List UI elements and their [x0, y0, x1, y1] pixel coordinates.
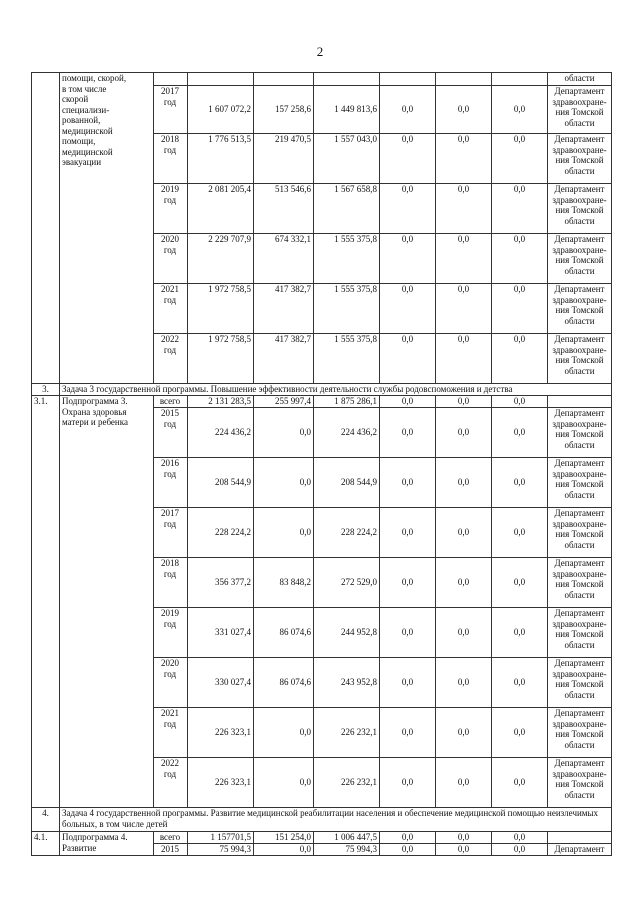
- department-cell: Департамент здравоохране-ния Томской области: [548, 334, 612, 384]
- department-cell: [548, 832, 612, 844]
- amount-reg: 243 952,8: [314, 658, 380, 708]
- amount-fed: 417 382,7: [254, 284, 314, 334]
- page-number: 2: [316, 44, 324, 59]
- department-cell: Департамент здравоохране-ния Томской области: [548, 284, 612, 334]
- amount-total: 2 131 283,5: [188, 396, 254, 408]
- amount-reg: 1 449 813,6: [314, 86, 380, 134]
- amount-total: 1 972 758,5: [188, 284, 254, 334]
- name-line: скорой: [62, 94, 89, 104]
- amount-fed: 157 258,6: [254, 86, 314, 134]
- year-label: 2019 год: [161, 184, 179, 205]
- department-cell: Департамент здравоохране-ния Томской области: [548, 708, 612, 758]
- amount-fed: 86 074,6: [254, 608, 314, 658]
- year-cell: [154, 334, 188, 384]
- amount-m: 0,0: [380, 184, 436, 234]
- amount-m: 0,0: [380, 234, 436, 284]
- amount-b: 0,0: [436, 284, 492, 334]
- amount-m: 0,0: [380, 844, 436, 856]
- amount-m: 0,0: [380, 608, 436, 658]
- year-cell: [154, 658, 188, 708]
- year-cell: всего: [154, 396, 188, 408]
- year-label: 2016 год: [161, 458, 179, 479]
- department-cell: Департамент здравоохране-ния Томской области: [548, 758, 612, 808]
- amount-reg: 244 952,8: [314, 608, 380, 658]
- task-heading: Задача 3 государственной программы. Повышение эффективности деятельности службы родовспоможения и детства: [60, 384, 612, 396]
- department-cell: Департамент здравоохране-ния Томской области: [548, 408, 612, 458]
- amount-b: 0,0: [436, 458, 492, 508]
- row-number: [32, 73, 60, 384]
- amount-reg: 228 224,2: [314, 508, 380, 558]
- amount-fed: 219 470,5: [254, 134, 314, 184]
- amount-reg: 1 557 043,0: [314, 134, 380, 184]
- name-line: медицинской: [62, 125, 113, 136]
- department-cell: Департамент здравоохране-ния Томской области: [548, 558, 612, 608]
- amount-m: 0,0: [380, 408, 436, 458]
- amount-total: 331 027,4: [188, 608, 254, 658]
- amount-o: 0,0: [492, 608, 548, 658]
- amount-b: 0,0: [436, 832, 492, 844]
- department-cell: Департамент здравоохране-ния Томской области: [548, 508, 612, 558]
- amount-b: 0,0: [436, 184, 492, 234]
- amount-total: 1 157701,5: [188, 832, 254, 844]
- amount-fed: 83 848,2: [254, 558, 314, 608]
- department-cell: Департамент здравоохране-ния Томской области: [548, 658, 612, 708]
- amount-fed: 0,0: [254, 458, 314, 508]
- name-line: Подпрограмма 4.: [62, 832, 128, 842]
- year-cell: [154, 184, 188, 234]
- year-label: 2020 год: [161, 658, 179, 679]
- year-cell: [154, 134, 188, 184]
- program-funding-table: [31, 72, 612, 856]
- year-label: 2020 год: [161, 234, 179, 255]
- amount-total: 1 607 072,2: [188, 86, 254, 134]
- amount-reg: 1 875 286,1: [314, 396, 380, 408]
- task-heading: Задача 4 государственной программы. Развитие медицинской реабилитации населения и обеспечение медицинской помощью неизлечимых больных, в том числе детей: [60, 808, 612, 832]
- empty-cell: [380, 73, 436, 86]
- amount-b: 0,0: [436, 558, 492, 608]
- amount-b: 0,0: [436, 658, 492, 708]
- year-cell: всего: [154, 832, 188, 844]
- amount-m: 0,0: [380, 284, 436, 334]
- row-number: 4.1.: [32, 832, 60, 856]
- department-cell: Департамент здравоохране-ния Томской области: [548, 86, 612, 134]
- subprogram-name: [60, 832, 154, 856]
- amount-o: 0,0: [492, 184, 548, 234]
- amount-m: 0,0: [380, 832, 436, 844]
- year-label: 2022 год: [161, 758, 179, 779]
- year-label: 2018 год: [161, 558, 179, 579]
- subprogram-name: [60, 73, 154, 384]
- year-cell: [154, 558, 188, 608]
- amount-reg: 1 555 375,8: [314, 234, 380, 284]
- year-cell: [154, 284, 188, 334]
- name-line: Развитие: [62, 842, 97, 853]
- empty-cell: [188, 73, 254, 86]
- year-cell: [154, 458, 188, 508]
- year-label: 2015 год: [161, 408, 179, 429]
- empty-cell: [254, 73, 314, 86]
- amount-total: 226 323,1: [188, 758, 254, 808]
- amount-m: 0,0: [380, 558, 436, 608]
- name-line: помощи,: [62, 136, 96, 146]
- name-line: медицинской: [62, 146, 113, 157]
- amount-total: 224 436,2: [188, 408, 254, 458]
- amount-o: 0,0: [492, 658, 548, 708]
- amount-b: 0,0: [436, 508, 492, 558]
- task-number: 4.: [32, 808, 60, 832]
- amount-fed: 674 332,1: [254, 234, 314, 284]
- amount-m: 0,0: [380, 758, 436, 808]
- amount-o: 0,0: [492, 134, 548, 184]
- amount-fed: 417 382,7: [254, 334, 314, 384]
- amount-total: 208 544,9: [188, 458, 254, 508]
- name-line: Охрана здоровья: [62, 406, 127, 417]
- amount-fed: 255 997,4: [254, 396, 314, 408]
- department-cell: Департамент здравоохране-ния Томской области: [548, 134, 612, 184]
- name-line: Подпрограмма 3.: [62, 396, 128, 406]
- year-label: 2021 год: [161, 708, 179, 729]
- amount-fed: 513 546,6: [254, 184, 314, 234]
- amount-o: 0,0: [492, 396, 548, 408]
- amount-o: 0,0: [492, 558, 548, 608]
- name-line: рованной,: [62, 115, 101, 125]
- empty-cell: [436, 73, 492, 86]
- amount-reg: 272 529,0: [314, 558, 380, 608]
- subprogram-name: [60, 396, 154, 808]
- year-label: 2018 год: [161, 134, 179, 155]
- amount-fed: 0,0: [254, 844, 314, 856]
- amount-reg: 1 555 375,8: [314, 284, 380, 334]
- department-cell: Департамент здравоохране-ния Томской области: [548, 184, 612, 234]
- name-line: матери и ребенка: [62, 417, 128, 427]
- amount-b: 0,0: [436, 844, 492, 856]
- amount-o: 0,0: [492, 334, 548, 384]
- year-cell: [154, 758, 188, 808]
- amount-m: 0,0: [380, 708, 436, 758]
- amount-reg: 1 006 447,5: [314, 832, 380, 844]
- amount-total: 356 377,2: [188, 558, 254, 608]
- amount-reg: 75 994,3: [314, 844, 380, 856]
- year-cell: [154, 508, 188, 558]
- amount-fed: 0,0: [254, 508, 314, 558]
- task-number: 3.: [32, 384, 60, 396]
- year-label: 2022 год: [161, 334, 179, 355]
- amount-m: 0,0: [380, 334, 436, 384]
- amount-b: 0,0: [436, 334, 492, 384]
- amount-reg: 226 232,1: [314, 758, 380, 808]
- amount-m: 0,0: [380, 396, 436, 408]
- amount-total: 1 776 513,5: [188, 134, 254, 184]
- amount-fed: 151 254,0: [254, 832, 314, 844]
- amount-o: 0,0: [492, 758, 548, 808]
- amount-total: 75 994,3: [188, 844, 254, 856]
- department-cell: Департамент здравоохране-ния Томской области: [548, 608, 612, 658]
- amount-total: 228 224,2: [188, 508, 254, 558]
- amount-m: 0,0: [380, 134, 436, 184]
- empty-cell: [314, 73, 380, 86]
- amount-fed: 86 074,6: [254, 658, 314, 708]
- amount-o: 0,0: [492, 832, 548, 844]
- year-label: 2017 год: [161, 86, 179, 107]
- department-cell: Департамент: [548, 844, 612, 856]
- year-cell: [154, 86, 188, 134]
- row-number: 3.1.: [32, 396, 60, 808]
- amount-m: 0,0: [380, 508, 436, 558]
- department-cell: Департамент здравоохране-ния Томской области: [548, 458, 612, 508]
- amount-total: 1 972 758,5: [188, 334, 254, 384]
- name-line: специализи-: [62, 104, 110, 115]
- amount-b: 0,0: [436, 408, 492, 458]
- year-label: 2017 год: [161, 508, 179, 529]
- amount-o: 0,0: [492, 86, 548, 134]
- amount-o: 0,0: [492, 844, 548, 856]
- amount-total: 2 229 707,9: [188, 234, 254, 284]
- name-line: эвакуации: [62, 157, 102, 167]
- name-line: в том числе: [62, 83, 107, 94]
- amount-total: 330 027,4: [188, 658, 254, 708]
- amount-o: 0,0: [492, 508, 548, 558]
- amount-reg: 1 567 658,8: [314, 184, 380, 234]
- amount-reg: 224 436,2: [314, 408, 380, 458]
- amount-b: 0,0: [436, 608, 492, 658]
- year-label: 2021 год: [161, 284, 179, 305]
- year-cell: [154, 708, 188, 758]
- amount-fed: 0,0: [254, 708, 314, 758]
- amount-o: 0,0: [492, 284, 548, 334]
- year-cell: 2015: [154, 844, 188, 856]
- amount-b: 0,0: [436, 396, 492, 408]
- amount-o: 0,0: [492, 708, 548, 758]
- amount-o: 0,0: [492, 458, 548, 508]
- amount-b: 0,0: [436, 708, 492, 758]
- year-cell: [154, 408, 188, 458]
- year-cell: [154, 234, 188, 284]
- amount-total: 226 323,1: [188, 708, 254, 758]
- amount-m: 0,0: [380, 658, 436, 708]
- amount-fed: 0,0: [254, 408, 314, 458]
- department-cell: области: [548, 73, 612, 86]
- year-label: 2019 год: [161, 608, 179, 629]
- empty-cell: [154, 73, 188, 86]
- amount-reg: 208 544,9: [314, 458, 380, 508]
- amount-reg: 226 232,1: [314, 708, 380, 758]
- name-line: помощи, скорой,: [62, 73, 127, 83]
- amount-m: 0,0: [380, 458, 436, 508]
- amount-b: 0,0: [436, 234, 492, 284]
- department-cell: [548, 396, 612, 408]
- amount-o: 0,0: [492, 234, 548, 284]
- amount-b: 0,0: [436, 86, 492, 134]
- amount-reg: 1 555 375,8: [314, 334, 380, 384]
- department-cell: Департамент здравоохране-ния Томской области: [548, 234, 612, 284]
- amount-m: 0,0: [380, 86, 436, 134]
- amount-b: 0,0: [436, 758, 492, 808]
- amount-total: 2 081 205,4: [188, 184, 254, 234]
- year-cell: [154, 608, 188, 658]
- amount-b: 0,0: [436, 134, 492, 184]
- amount-o: 0,0: [492, 408, 548, 458]
- amount-fed: 0,0: [254, 758, 314, 808]
- empty-cell: [492, 73, 548, 86]
